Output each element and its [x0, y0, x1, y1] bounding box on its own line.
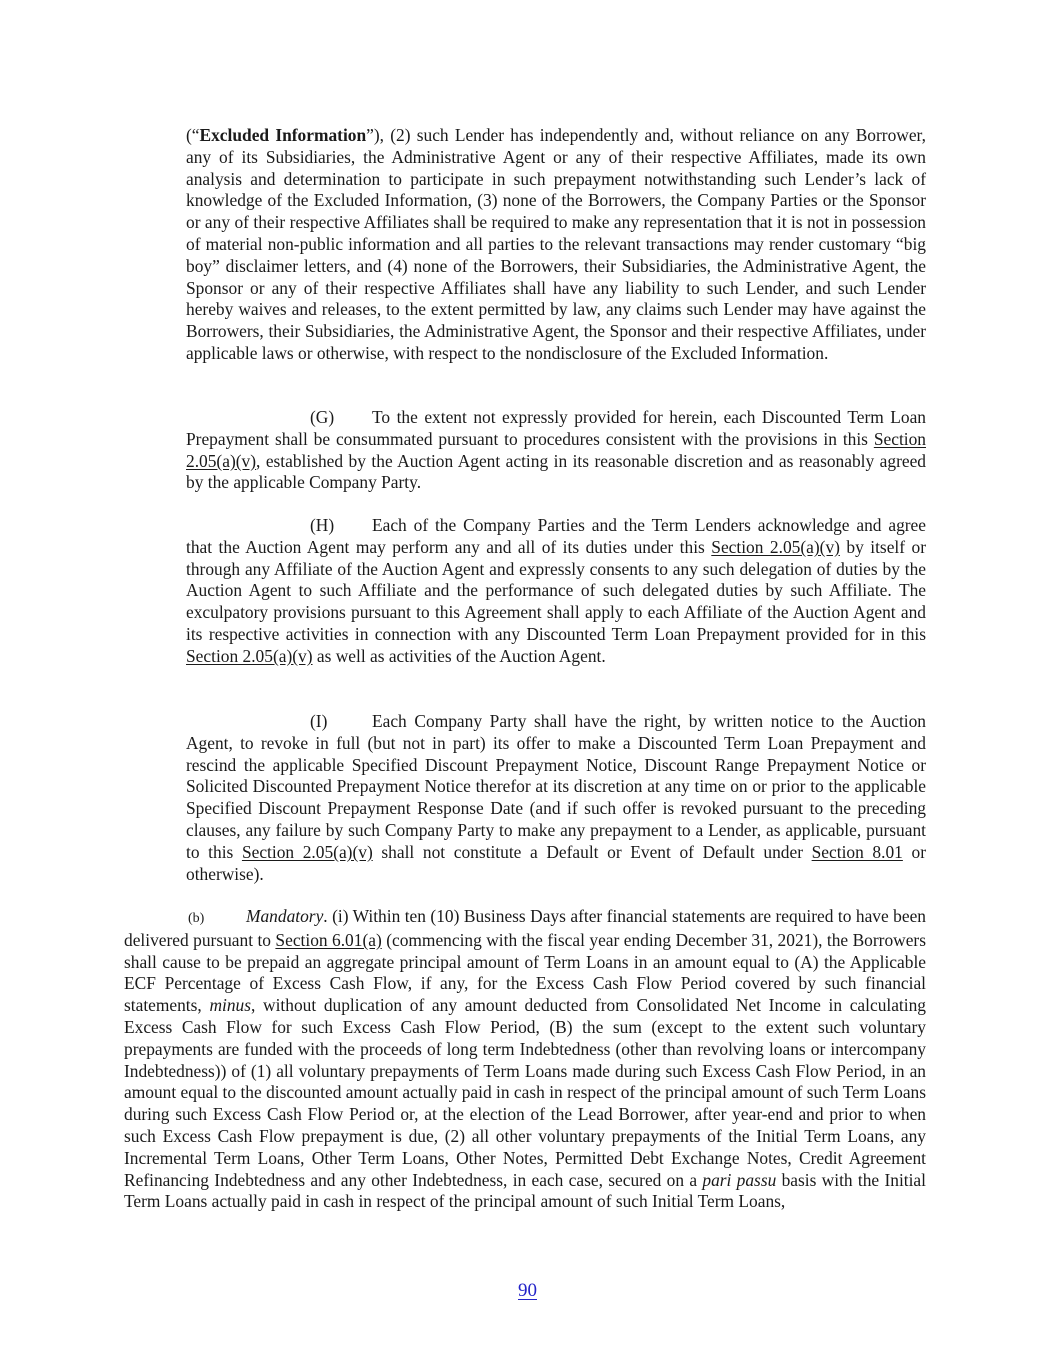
paragraph-i: [186, 711, 926, 885]
italic-term-minus: minus: [209, 995, 251, 1016]
paragraph-text: (commencing with the fiscal year ending December 31, 2021), the Borrowers shall cause to be prepaid an aggregate principal amount of Term Loans in an amount equal to (A) the Applicable ECF Percentage of Excess Cash Flow, if any, for the Excess Cash Flow Period covered by such financial statements,: [124, 929, 926, 1016]
page-number-link[interactable]: 90: [518, 1280, 537, 1301]
section-reference-link[interactable]: Section 2.05(a)(v): [186, 645, 313, 666]
paragraph-text: as well as activities of the Auction Agent.: [312, 645, 606, 666]
clause-label-g: (G): [310, 407, 335, 427]
paragraph-text: Each of the Company Parties and the Term Lenders acknowledge and agree that the Auction Agent may perform any and all of its duties under this: [186, 515, 926, 557]
paragraph-text: or otherwise).: [186, 841, 927, 884]
paragraph-b-mandatory: [124, 906, 926, 1213]
paragraph-text: . (i) Within ten (10) Business Days after financial statements are required to have been delivered pursuant to: [124, 906, 926, 950]
defined-term-excluded-information: Excluded Information: [199, 125, 367, 145]
clause-label-i: (I): [310, 711, 328, 731]
section-reference-link[interactable]: Section 2.05(a)(v): [241, 841, 373, 862]
paragraph-text: basis with the Initial Term Loans actually paid in cash in respect of the principal amount of such Initial Term Loans,: [124, 1169, 926, 1212]
paragraph-text: ”), (2) such Lender has independently and, without reliance on any Borrower, any of its Subsidiaries, the Administrative Agent or any of their respective Affiliates, made its own analysis and determination to participate in such prepayment notwithstanding such Lender’s lack of knowledge of the Excluded Information, (3) none of the Borrowers, the Company Parties or the Sponsor or any of their respective Affiliates shall be required to make any representation that it is not in possession of material non-public information and all parties to the relevant transactions may render customary “big boy” disclaimer letters, and (4) none of the Borrowers, their Subsidiaries, the Administrative Agent, the Sponsor or any of their respective Affiliates shall have any liability to such Lender, and such Lender hereby waives and releases, to the extent permitted by law, any claims such Lender may have against the Borrowers, their Subsidiaries, the Administrative Agent, the Sponsor and their respective Affiliates, under applicable laws or otherwise, with respect to the nondisclosure of the Excluded Information.: [186, 125, 926, 363]
paragraph-text: , without duplication of any amount deducted from Consolidated Net Income in calculating Excess Cash Flow for such Excess Cash Flow Period, (B) the sum (except to the extent such voluntary prepayments are funded with the proceeds of long term Indebtedness (other than revolving loans or intercompany Indebtedness)) of (1) all voluntary prepayments of Term Loans made during such Excess Cash Flow Period, in an amount equal to the discounted amount actually paid in cash in respect of the principal amount of such Term Loans during such Excess Cash Flow Period or, at the election of the Lead Borrower, after year-end and prior to when such Excess Cash Flow prepayment is due, (2) all other voluntary prepayments of the Initial Term Loans, any Incremental Term Loans, Other Term Loans, Other Notes, Permitted Debt Exchange Notes, Credit Agreement Refinancing Indebtedness and any other Indebtedness, in each case, secured on a: [124, 995, 926, 1190]
clause-label-h: (H): [310, 515, 335, 535]
section-reference-link[interactable]: Section 6.01(a): [275, 929, 382, 950]
open-quote: (“: [186, 125, 200, 145]
paragraph-text: Each Company Party shall have the right, by written notice to the Auction Agent, to revoke in full (but not in part) its offer to make a Discounted Term Loan Prepayment and rescind the applicable Specified Discount Prepayment Notice, Discount Range Prepayment Notice or Solicited Discounted Prepayment Notice therefor at its discretion at any time on or prior to the applicable Specified Discount Prepayment Response Date (and if such offer is revoked pursuant to the preceding clauses, any failure by such Company Party to make any prepayment to a Lender, as applicable, pursuant to this: [186, 711, 926, 862]
paragraph-text: by itself or through any Affiliate of the Auction Agent and expressly consents to any such delegation of duties by the Auction Agent to such Affiliate and the performance of such delegated duties by such Affiliate. The exculpatory provisions pursuant to this Agreement shall apply to each Affiliate of the Auction Agent and its respective activities in connection with any Discounted Term Loan Prepayment provided for in this: [186, 536, 927, 644]
italic-term-pari-passu: pari passu: [702, 1169, 777, 1190]
section-reference-link[interactable]: Section 2.05(a)(v): [711, 536, 840, 557]
section-reference-link[interactable]: Section 8.01: [811, 841, 903, 862]
paragraph-f-continued: [186, 125, 926, 365]
section-reference-link[interactable]: Section 2.05(a)(v): [186, 428, 926, 471]
paragraph-text: , established by the Auction Agent acting in its reasonable discretion and as reasonably agreed by the applicable Company Party.: [186, 450, 926, 493]
paragraph-h: [186, 515, 926, 668]
paragraph-text: To the extent not expressly provided for herein, each Discounted Term Loan Prepayment shall be consummated pursuant to procedures consistent with the provisions in this: [186, 407, 926, 449]
clause-label-b: (b): [188, 911, 205, 926]
paragraph-text: shall not constitute a Default or Event of Default under: [372, 841, 812, 862]
paragraph-g: [186, 407, 926, 494]
heading-mandatory: Mandatory: [246, 906, 324, 926]
